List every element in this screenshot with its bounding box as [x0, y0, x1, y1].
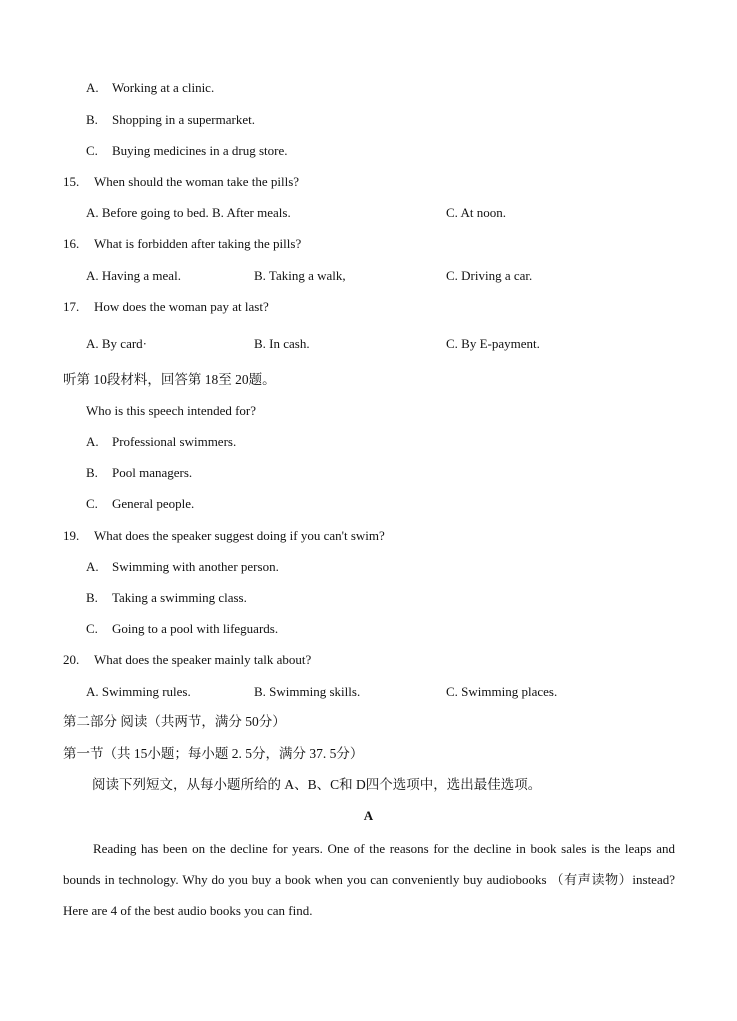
question-18-text: Who is this speech intended for?	[86, 403, 257, 418]
q17-option-a: A. By card·	[86, 336, 148, 351]
option-text: General people.	[112, 496, 195, 511]
q17-option-b: B. In cash.	[254, 336, 310, 351]
question-text: How does the woman pay at last?	[94, 299, 269, 314]
section-10-header: 听第 10段材料，回答第 18至 20题。	[63, 372, 276, 387]
option-text: Professional swimmers.	[112, 434, 237, 449]
question-17	[63, 299, 269, 315]
q16-option-c: C. Driving a car.	[446, 268, 533, 283]
q14-option-a	[86, 80, 214, 96]
q18-option-b	[86, 465, 192, 481]
question-15	[63, 174, 299, 190]
section-1-title: 第一节（共 15小题；每小题 2. 5分，满分 37. 5分）	[63, 746, 364, 761]
option-letter: B.	[86, 465, 98, 480]
instructions: 阅读下列短文，从每小题所给的 A、B、C和 D四个选项中，选出最佳选项。	[92, 777, 542, 792]
q14-option-c	[86, 143, 287, 159]
question-16	[63, 236, 301, 252]
question-text: What does the speaker suggest doing if you can't swim?	[94, 528, 385, 543]
q15-option-c: C. At noon.	[446, 205, 506, 220]
question-number: 17.	[63, 299, 80, 314]
option-text: Going to a pool with lifeguards.	[112, 621, 279, 636]
question-text: When should the woman take the pills?	[94, 174, 300, 189]
question-number: 15.	[63, 174, 80, 189]
option-text: Working at a clinic.	[112, 80, 215, 95]
passage-text: Reading has been on the decline for years. One of the reasons for the decline in book sales is the leaps and bounds in technology. Why do you buy a book when you can conveniently buy audiobooks （有声读物）instead? Here are 4 of the best audio books you can find.	[63, 841, 675, 918]
question-number: 19.	[63, 528, 80, 543]
q19-option-a	[86, 559, 279, 575]
passage-paragraph	[63, 833, 675, 926]
question-20	[63, 652, 311, 668]
q20-option-a: A. Swimming rules.	[86, 684, 191, 699]
q16-option-b: B. Taking a walk,	[254, 268, 346, 283]
option-text: Shopping in a supermarket.	[112, 112, 255, 127]
option-text: Pool managers.	[112, 465, 193, 480]
option-text: Taking a swimming class.	[112, 590, 247, 605]
q17-option-c: C. By E-payment.	[446, 336, 540, 351]
option-letter: A.	[86, 434, 99, 449]
q20-option-c: C. Swimming places.	[446, 684, 558, 699]
q20-option-b: B. Swimming skills.	[254, 684, 361, 699]
option-letter: A.	[86, 80, 99, 95]
q16-option-a: A. Having a meal.	[86, 268, 181, 283]
option-letter: A.	[86, 559, 99, 574]
q19-option-b	[86, 590, 247, 606]
part-2-title: 第二部分 阅读（共两节，满分 50分）	[63, 714, 286, 729]
option-letter: C.	[86, 496, 98, 511]
option-letter: C.	[86, 621, 98, 636]
option-text: Swimming with another person.	[112, 559, 279, 574]
question-number: 20.	[63, 652, 80, 667]
option-text: Buying medicines in a drug store.	[112, 143, 288, 158]
question-text: What does the speaker mainly talk about?	[94, 652, 312, 667]
option-letter: B.	[86, 112, 98, 127]
q18-option-c	[86, 496, 194, 512]
q19-option-c	[86, 621, 278, 637]
question-text: What is forbidden after taking the pills?	[94, 236, 302, 251]
option-letter: C.	[86, 143, 98, 158]
q18-option-a	[86, 434, 236, 450]
question-number: 16.	[63, 236, 80, 251]
passage-label: A	[363, 808, 374, 823]
question-19	[63, 528, 385, 544]
option-letter: B.	[86, 590, 98, 605]
q15-option-ab: A. Before going to bed. B. After meals.	[86, 205, 291, 220]
q14-option-b	[86, 112, 255, 128]
